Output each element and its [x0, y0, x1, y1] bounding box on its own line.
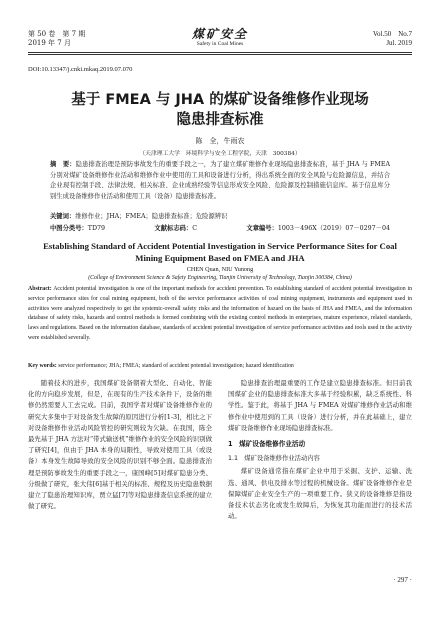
- title-cn-line-2: 隐患排查标准: [176, 112, 264, 128]
- paper-title-cn: [28, 90, 412, 130]
- doc-code-value: C: [192, 225, 198, 232]
- clc-number: [50, 223, 105, 232]
- body-paragraph: 隐患排查治理最重要的工作是建立隐患排查标准。但目前我国煤矿企业的隐患排查标准大多基于经验积累，缺乏系统性、科学性。鉴于此，将基于 JHA 与 FMEA 对煤矿维修作业活动和维修作业中使用到的工具（设备）进行分析，并在此基础上，建立煤矿设备维修作业现场隐患排查标准。: [228, 379, 412, 432]
- header-volume-issue-en: [373, 30, 412, 48]
- keywords-cn-text: 维修作业；JHA；FMEA；隐患排查标准；危险源辨识: [75, 213, 228, 220]
- keywords-cn-label: 关键词：: [50, 213, 76, 220]
- journal-logo: [180, 28, 260, 48]
- article-no-label: 文章编号：: [246, 225, 278, 232]
- body-paragraph: 随着技术的进步，我国煤矿设备朝着大型化、自动化、智能化的方向稳步发展，但是，在现有的生产技术条件下，设备的维修仍然需要人工去完成。目前，我国学者对煤矿设备维修作业的研究大多集中于对设备发生故障的原因进行分析[1-3]，相比之下对设备维修作业活动风险管控的研究则较为欠缺。在我国，陈全最先基于 JHA 方法对“带式输送机”维修作业的安全风险的识别做了研究[4]，但由于 JHA 本身的局限性，导致对使用工具（或设备）本身发生故障导致的安全风险的识别不够全面。隐患排查治理是预防事故发生的重要手段之一，康国峰[5]对煤矿隐患分类、分级做了研究，张大伟[6]基于相关的标准、规程及历史隐患数据建立了隐患治理知识库，贾立猛[7]等对隐患排查信息系统的建立做了研究。: [28, 379, 212, 511]
- section-heading: 1 煤矿设备维修作业活动: [228, 440, 306, 449]
- subsection-heading: 1.1 煤矿设备维修作业活动内容: [228, 455, 320, 463]
- header-divider: [28, 52, 412, 53]
- keywords-en-text: service performance; JHA; FMEA; standard of accident potential investigation; hazard identification: [58, 363, 294, 369]
- abstract-cn-text: 隐患排查治理是预防事故发生的重要手段之一，为了建立煤矿维修作业现场隐患排查标准，基于 JHA 与 FMEA 分别对煤矿设备维修作业活动和维修作业中使用的工具和设备进行分析，得出系统全面的安全风险与危险源信息，并结合企业现有控制手段、法律法规、相关标准、企业成熟经验等信息形成安全风险、危险源及控制措施信息库。基于信息库分别生成设备维修作业活动和使用工具（设备）隐患排查标准。: [50, 161, 391, 200]
- clc-value: TD79: [87, 225, 106, 232]
- classification-row: [50, 223, 390, 232]
- clc-label: 中图分类号：: [50, 225, 88, 232]
- article-no-value: 1003－496X（2019）07－0297－04: [277, 225, 390, 232]
- authors-en: CHEN Quan, NIU Yunong: [186, 266, 254, 273]
- authors-cn: 陈 全，牛雨农: [195, 137, 245, 145]
- affiliation-en: (College of Environment Science & Safety Engineering, Tianjin University of Technology, Tianjin 300384, China): [88, 275, 352, 281]
- journal-name-cn: 煤矿安全: [191, 27, 248, 41]
- doc-code-label: 文献标志码：: [154, 225, 193, 232]
- volume-issue-cn: 第 50 卷 第 7 期: [28, 30, 86, 38]
- keywords-cn: [50, 211, 390, 220]
- body-paragraph: 煤矿设备通常指在煤矿企业中用于采掘、支护、运输、洗选、通风、供电及排水等过程的机械设备。煤矿设备维修作业是保障煤矿企业安全生产的一项重要工作。狭义的设备维修是指设备技术状态劣化或发生故障后，为恢复其功能而进行的技术活动。: [228, 467, 412, 521]
- body-column-left: [28, 378, 212, 512]
- abstract-en-label: Abstract:: [28, 286, 52, 292]
- header-divider-thin: [28, 54, 412, 55]
- document-code: [154, 223, 197, 232]
- abstract-en-text: Accident potential investigation is one of the important methods for accident prevention. To establishing standard of accident potential investigation in service performance sites for coal mining equipment, both of the service performance activities of coal mining equipment, instruments and equipment used in activities were analyzed respectively to get the systemic-overall safety risks and the information of hazard on the basis of JHA and FMEA, and the information database of safety risks, hazards and control methods is formed combining with the existing control methods in enterprises, mature experience, related standards, laws and regulations. Based on the information database, standards of accident potential investigation of service performance activities and tools used in the activity were established severally.: [28, 286, 412, 341]
- header-volume-issue: [28, 30, 85, 48]
- date-cn: 2019 年 7 月: [28, 39, 71, 47]
- paper-title-en: Establishing Standard of Accident Potential Investigation in Service Performance Sites for Coal Mining Equipment Based on FMEA and JHA: [43, 241, 397, 263]
- affiliation-cn: （天津理工大学 环境科学与安全工程学院，天津 300384）: [139, 151, 301, 157]
- title-cn-line-1: 基于 FMEA 与 JHA 的煤矿设备维修作业现场: [71, 92, 369, 108]
- volume-issue-en: Vol.50 No.7: [372, 30, 412, 38]
- journal-name-en: Safety in Coal Mines: [196, 41, 244, 47]
- abstract-cn-label: 摘 要：: [50, 161, 76, 168]
- abstract-cn: [50, 160, 390, 202]
- page-number: · 297 ·: [393, 576, 412, 584]
- body-column-right: [228, 378, 412, 522]
- doi[interactable]: DOI:10.13347/j.cnki.mkaq.2019.07.070: [28, 66, 133, 73]
- article-number: [246, 223, 390, 232]
- keywords-en: [28, 363, 412, 369]
- abstract-en: [28, 285, 412, 344]
- keywords-en-label: Key words:: [28, 363, 57, 369]
- date-en: Jul. 2019: [386, 39, 412, 47]
